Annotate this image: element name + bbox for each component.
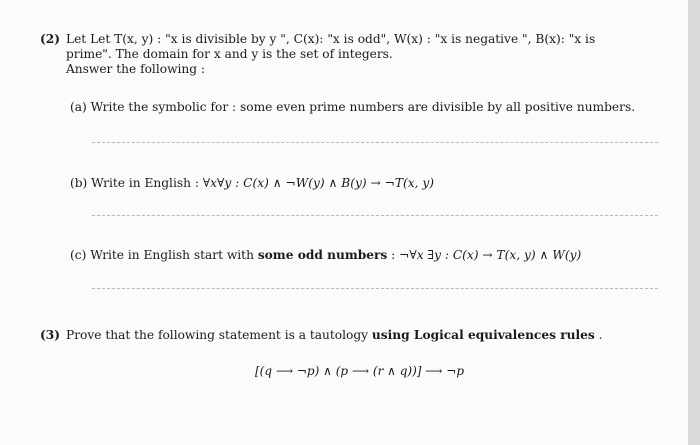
q2-intro-line2: prime". The domain for x and y is the set of integers. bbox=[66, 47, 393, 61]
q2c-prefix: (c) Write in English start with bbox=[70, 248, 258, 262]
page-edge-shadow bbox=[688, 0, 700, 445]
q2b-prefix: (b) Write in English : bbox=[70, 176, 203, 190]
q3-text-plain: Prove that the following statement is a tautology bbox=[66, 328, 372, 342]
q2c-text bbox=[70, 248, 581, 263]
q2b-text bbox=[70, 176, 434, 191]
answer-line-c bbox=[92, 288, 658, 289]
q3-end: . bbox=[594, 328, 603, 342]
answer-line-b bbox=[92, 215, 658, 216]
q2-intro-line1: Let Let T(x, y) : "x is divisible by y ", C(x): "x is odd", W(x) : "x is negative ", B(x): "x is bbox=[66, 32, 596, 46]
q3-text bbox=[66, 328, 603, 343]
q3-number: (3) bbox=[40, 328, 61, 342]
q2c-formula: ¬∀x ∃y : C(x) → T(x, y) ∧ W(y) bbox=[399, 248, 582, 262]
q2b-formula: ∀x∀y : C(x) ∧ ¬W(y) ∧ B(y) → ¬T(x, y) bbox=[202, 176, 434, 190]
answer-line-a bbox=[92, 142, 658, 143]
q3-formula: [(q ⟶ ¬p) ∧ (p ⟶ (r ∧ q))] ⟶ ¬p bbox=[255, 364, 465, 378]
q2a-text: (a) Write the symbolic for : some even prime numbers are divisible by all positive numbers. bbox=[70, 100, 636, 114]
q2c-bold: some odd numbers bbox=[257, 248, 388, 262]
q2c-mid: : bbox=[387, 248, 400, 262]
q3-bold: using Logical equivalences rules bbox=[371, 328, 595, 342]
q2-intro-line3: Answer the following : bbox=[66, 62, 206, 76]
q2-number: (2) bbox=[40, 32, 61, 46]
